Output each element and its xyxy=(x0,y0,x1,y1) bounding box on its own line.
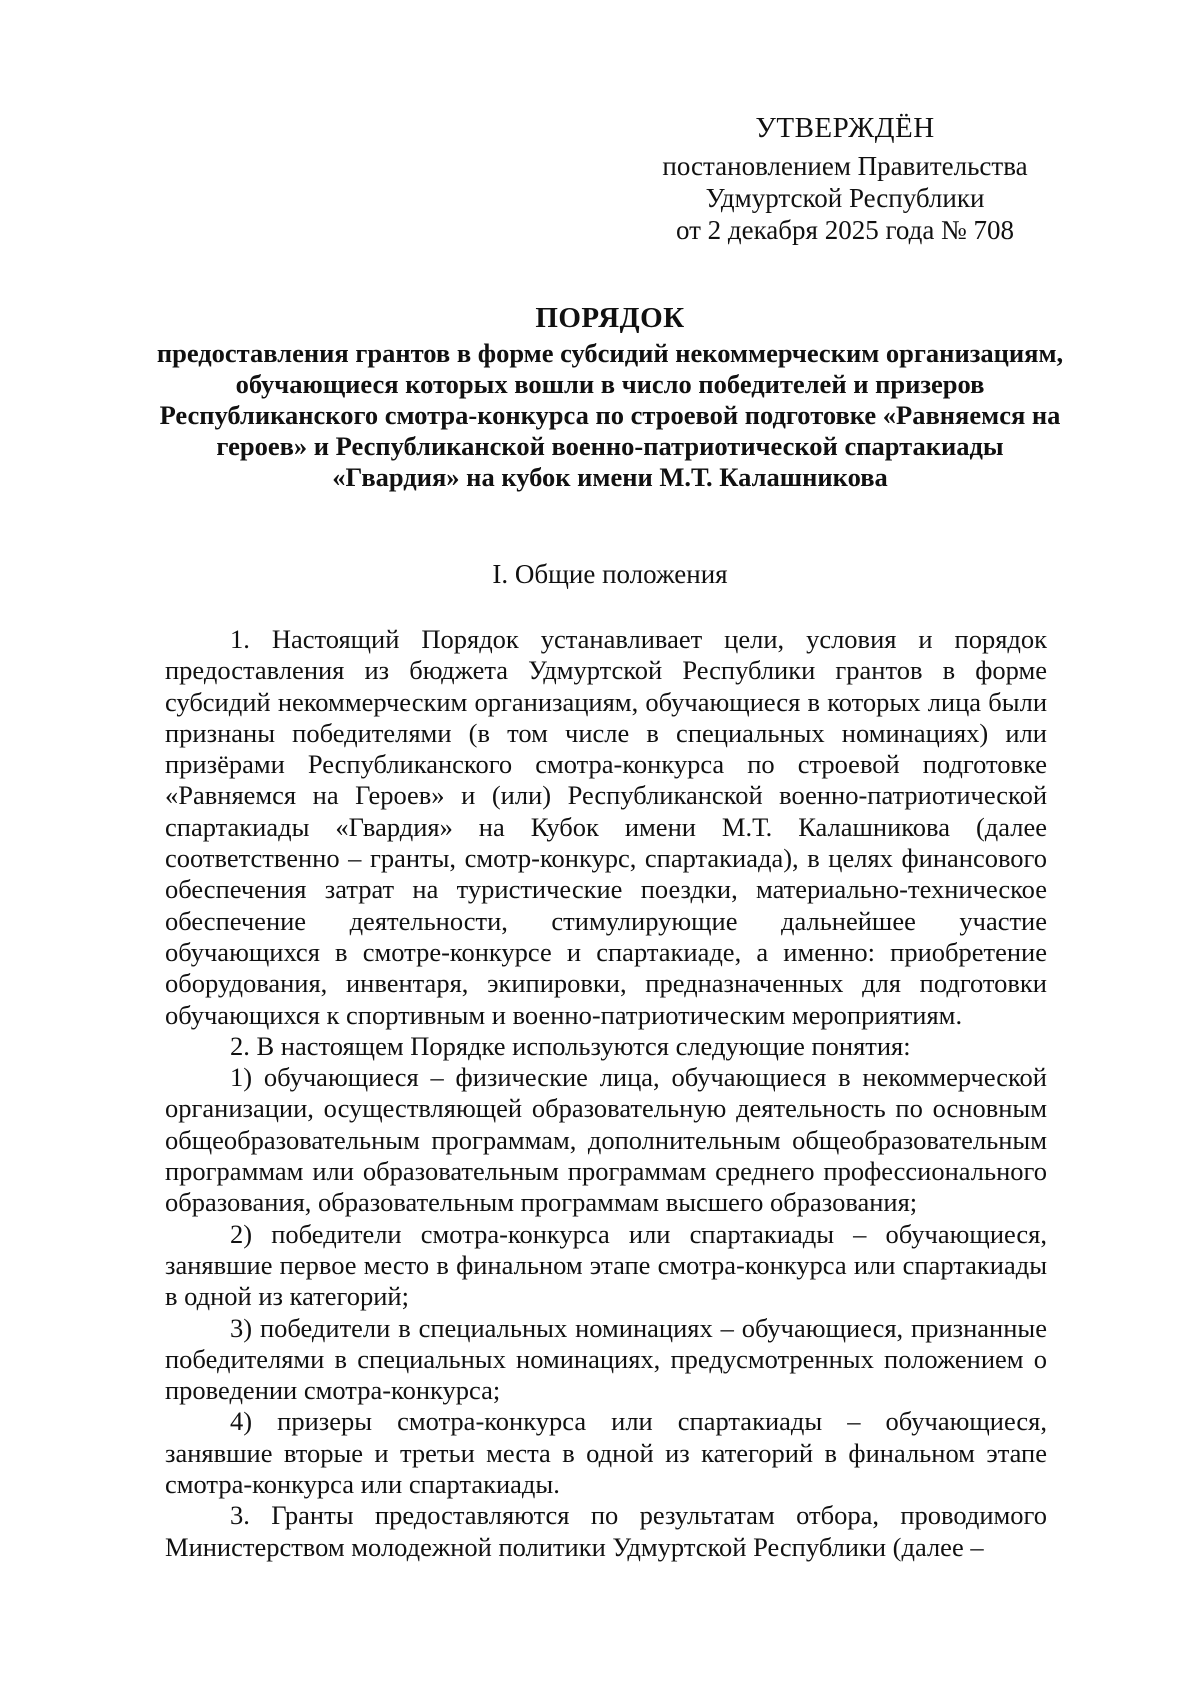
paragraph-2-item-2: 2) победители смотра-конкурса или спартакиады – обучающиеся, занявшие первое место в финальном этапе смотра-конкурса или спартакиады в одной из категорий; xyxy=(165,1218,1047,1312)
approval-line-2: Удмуртской Республики xyxy=(705,183,985,213)
paragraph-2-item-4: 4) призеры смотра-конкурса или спартакиады – обучающиеся, занявшие вторые и третьи места в одной из категорий в финальном этапе смотра-конкурса или спартакиады. xyxy=(165,1406,1047,1500)
paragraph-2-item-1: 1) обучающиеся – физические лица, обучающиеся в некоммерческой организации, осуществляющей образовательную деятельность по основным общеобразовательным программам, дополнительным общеобразовательным программам или образовательным программам среднего профессионального образования, образовательным программам высшего образования; xyxy=(165,1062,1047,1218)
approval-line-3: от 2 декабря 2025 года № 708 xyxy=(675,215,1015,245)
document-subtitle: предоставления грантов в форме субсидий некоммерческим организациям, обучающиеся которых вошли в число победителей и призеров Республиканского смотра-конкурса по строевой подготовке «Равняемся на героев» и Республиканской военно-патриотической спартакиады «Гвардия» на кубок имени М.Т. Калашникова xyxy=(156,338,1064,492)
document-body xyxy=(165,624,1047,1563)
paragraph-3: 3. Гранты предоставляются по результатам отбора, проводимого Министерством молодежной политики Удмуртской Республики (далее – xyxy=(165,1500,1047,1562)
paragraph-1: 1. Настоящий Порядок устанавливает цели, условия и порядок предоставления из бюджета Удмуртской Республики грантов в форме субсидий некоммерческим организациям, обучающиеся в которых лица были признаны победителями (в том числе в специальных номинациях) или призёрами Республиканского смотра-конкурса по строевой подготовке «Равняемся на Героев» и (или) Республиканской военно-патриотической спартакиады «Гвардия» на Кубок имени М.Т. Калашникова (далее соответственно – гранты, смотр-конкурс, спартакиада), в целях финансового обеспечения затрат на туристические поездки, материально-техническое обеспечение деятельности, стимулирующие дальнейшее участие обучающихся в смотре-конкурсе и спартакиаде, а именно: приобретение оборудования, инвентаря, экипировки, предназначенных для подготовки обучающихся к спортивным и военно-патриотическим мероприятиям. xyxy=(165,624,1047,1030)
paragraph-2: 2. В настоящем Порядке используются следующие понятия: xyxy=(230,1030,911,1061)
approval-title: УТВЕРЖДЁН xyxy=(755,112,935,144)
document-title-block xyxy=(150,302,1070,493)
paragraph-2-item-3: 3) победители в специальных номинациях – обучающиеся, признанные победителями в специальных номинациях, предусмотренных положением о проведении смотра-конкурса; xyxy=(165,1312,1047,1406)
approval-line-1: постановлением Правительства xyxy=(662,151,1028,181)
approval-stamp xyxy=(640,112,1050,246)
document-title: ПОРЯДОК xyxy=(535,302,685,334)
section-heading: I. Общие положения xyxy=(492,559,728,589)
